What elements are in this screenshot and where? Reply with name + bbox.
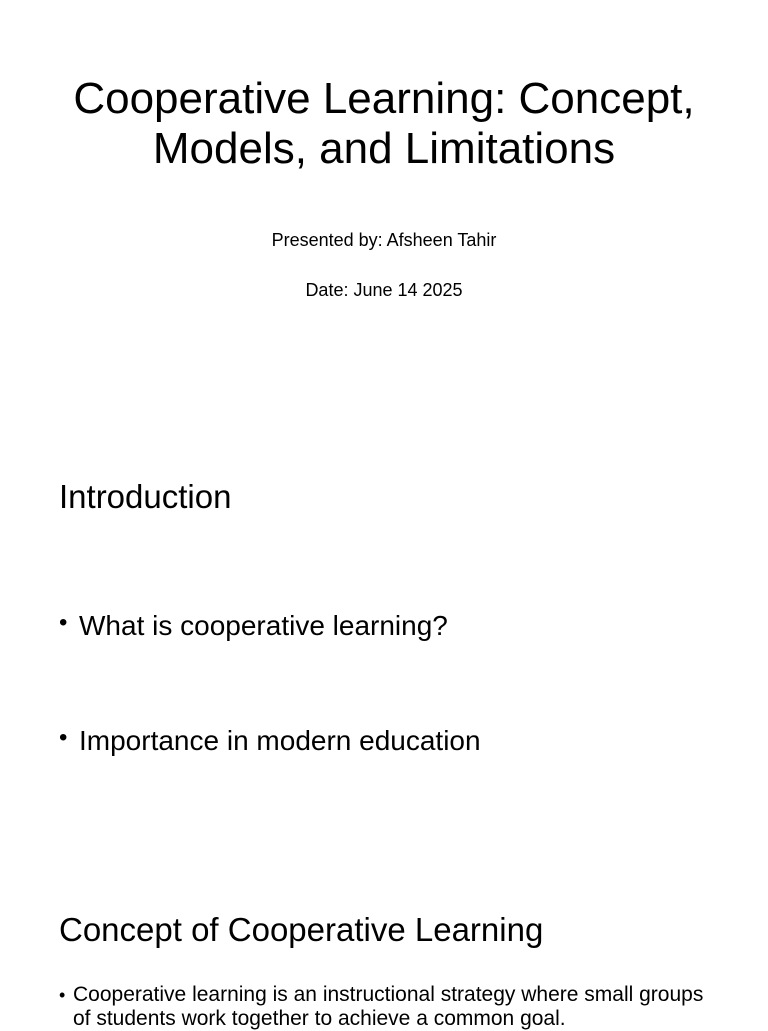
introduction-heading: Introduction — [59, 478, 232, 515]
presentation-title: Cooperative Learning: Concept, Models, and Limitations — [73, 74, 695, 173]
date-line: Date: June 14 2025 — [305, 280, 463, 300]
bullet-text: Importance in modern education — [79, 725, 481, 756]
bullet-icon: • — [59, 609, 68, 636]
title-slide — [0, 0, 768, 420]
bullet-text: What is cooperative learning? — [79, 610, 448, 641]
introduction-slide — [0, 420, 768, 860]
presenter-line: Presented by: Afsheen Tahir — [271, 230, 497, 250]
bullet-icon: • — [59, 985, 66, 1005]
concept-slide — [0, 860, 768, 1030]
concept-heading: Concept of Cooperative Learning — [59, 911, 544, 948]
list-item — [59, 724, 481, 758]
bullet-icon: • — [59, 724, 68, 751]
introduction-bullet-list — [59, 609, 481, 839]
list-item — [59, 609, 481, 643]
bullet-text: Cooperative learning is an instructional strategy where small groups of students work together to achieve a common goal. — [73, 983, 704, 1030]
